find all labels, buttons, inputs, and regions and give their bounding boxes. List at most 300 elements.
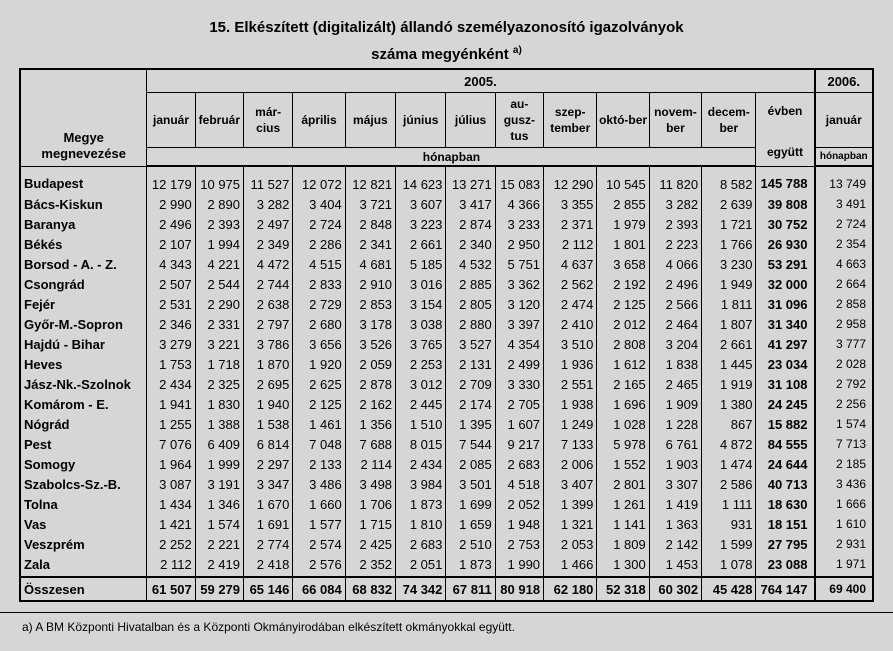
month-value-cell: 2 464 bbox=[649, 314, 701, 334]
month-value-cell: 2 680 bbox=[293, 314, 345, 334]
county-name: Békés bbox=[20, 234, 147, 254]
month-value-cell: 2 393 bbox=[195, 214, 243, 234]
month-value-cell: 3 347 bbox=[244, 474, 293, 494]
month-value-cell: 1 434 bbox=[147, 494, 195, 514]
month-value-cell: 2 774 bbox=[244, 534, 293, 554]
month-value-cell: 1 811 bbox=[702, 294, 756, 314]
month-value-cell: 2 586 bbox=[702, 474, 756, 494]
month-value-cell: 2 990 bbox=[147, 194, 195, 214]
month-value-cell: 2 174 bbox=[446, 394, 495, 414]
month-value-cell: 1 936 bbox=[544, 354, 597, 374]
county-name: Hajdú - Bihar bbox=[20, 334, 147, 354]
jan-2006-cell: 3 491 bbox=[815, 194, 874, 214]
month-value-cell: 8 582 bbox=[702, 166, 756, 194]
month-value-cell: 2 133 bbox=[293, 454, 345, 474]
month-value-cell: 2 410 bbox=[544, 314, 597, 334]
month-value-cell: 1 994 bbox=[195, 234, 243, 254]
table-row bbox=[20, 166, 873, 194]
totals-month-cell: 52 318 bbox=[597, 577, 649, 601]
jan-2006-cell: 3 777 bbox=[815, 334, 874, 354]
month-value-cell: 2 853 bbox=[345, 294, 395, 314]
county-name: Budapest bbox=[20, 166, 147, 194]
month-value-cell: 1 838 bbox=[649, 354, 701, 374]
month-header-7: július bbox=[446, 93, 495, 148]
county-name: Vas bbox=[20, 514, 147, 534]
county-name: Tolna bbox=[20, 494, 147, 514]
month-value-cell: 3 527 bbox=[446, 334, 495, 354]
totals-month-cell: 60 302 bbox=[649, 577, 701, 601]
month-value-cell: 2 125 bbox=[293, 394, 345, 414]
month-value-cell: 3 404 bbox=[293, 194, 345, 214]
month-value-cell: 4 532 bbox=[446, 254, 495, 274]
table-title-line-1: 15. Elkészített (digitalizált) állandó személyazonosító igazolványok bbox=[209, 19, 684, 36]
month-header-12: decem-ber bbox=[702, 93, 756, 148]
month-value-cell: 3 721 bbox=[345, 194, 395, 214]
month-value-cell: 1 574 bbox=[195, 514, 243, 534]
month-value-cell: 15 083 bbox=[495, 166, 543, 194]
year-total-cell: 40 713 bbox=[756, 474, 815, 494]
month-value-cell: 1 461 bbox=[293, 414, 345, 434]
month-value-cell: 2 496 bbox=[147, 214, 195, 234]
month-value-cell: 2 683 bbox=[396, 534, 446, 554]
month-value-cell: 1 948 bbox=[495, 514, 543, 534]
month-value-cell: 2 497 bbox=[244, 214, 293, 234]
year-total-cell: 30 752 bbox=[756, 214, 815, 234]
jan-2006-cell: 7 713 bbox=[815, 434, 874, 454]
year-total-cell: 32 000 bbox=[756, 274, 815, 294]
month-value-cell: 3 362 bbox=[495, 274, 543, 294]
month-value-cell: 12 290 bbox=[544, 166, 597, 194]
month-value-cell: 2 574 bbox=[293, 534, 345, 554]
month-value-cell: 2 797 bbox=[244, 314, 293, 334]
month-header-9: szep-tember bbox=[544, 93, 597, 148]
month-value-cell: 2 142 bbox=[649, 534, 701, 554]
month-value-cell: 1 028 bbox=[597, 414, 649, 434]
header-unit-row bbox=[20, 148, 873, 167]
month-value-cell: 2 352 bbox=[345, 554, 395, 577]
month-value-cell: 2 349 bbox=[244, 234, 293, 254]
year-total-cell: 15 882 bbox=[756, 414, 815, 434]
month-value-cell: 1 873 bbox=[446, 554, 495, 577]
month-value-cell: 1 990 bbox=[495, 554, 543, 577]
month-value-cell: 1 399 bbox=[544, 494, 597, 514]
table-title-text: száma megyénként bbox=[371, 46, 509, 63]
month-value-cell: 1 801 bbox=[597, 234, 649, 254]
table-row bbox=[20, 234, 873, 254]
month-value-cell: 1 920 bbox=[293, 354, 345, 374]
month-value-cell: 1 466 bbox=[544, 554, 597, 577]
month-value-cell: 3 223 bbox=[396, 214, 446, 234]
month-value-cell: 2 434 bbox=[147, 374, 195, 394]
year-2006-header: 2006. bbox=[815, 69, 874, 93]
month-value-cell: 2 855 bbox=[597, 194, 649, 214]
county-name: Veszprém bbox=[20, 534, 147, 554]
county-column-header: Megye megnevezése bbox=[20, 69, 147, 166]
month-value-cell: 10 545 bbox=[597, 166, 649, 194]
month-header-8: au-gusz-tus bbox=[495, 93, 543, 148]
year-total-label: évben bbox=[767, 103, 803, 118]
month-value-cell: 2 052 bbox=[495, 494, 543, 514]
month-value-cell: 14 623 bbox=[396, 166, 446, 194]
month-value-cell: 3 154 bbox=[396, 294, 446, 314]
month-value-cell: 3 786 bbox=[244, 334, 293, 354]
jan-2006-cell: 13 749 bbox=[815, 166, 874, 194]
month-value-cell: 4 681 bbox=[345, 254, 395, 274]
month-value-cell: 2 125 bbox=[597, 294, 649, 314]
table-row bbox=[20, 454, 873, 474]
totals-jan-2006-cell: 69 400 bbox=[815, 577, 874, 601]
month-value-cell: 2 252 bbox=[147, 534, 195, 554]
table-row bbox=[20, 474, 873, 494]
month-value-cell: 5 751 bbox=[495, 254, 543, 274]
month-value-cell: 1 552 bbox=[597, 454, 649, 474]
month-value-cell: 2 544 bbox=[195, 274, 243, 294]
month-value-cell: 7 133 bbox=[544, 434, 597, 454]
month-value-cell: 1 111 bbox=[702, 494, 756, 514]
year-total-cell: 31 340 bbox=[756, 314, 815, 334]
month-value-cell: 4 221 bbox=[195, 254, 243, 274]
month-value-cell: 1 659 bbox=[446, 514, 495, 534]
month-value-cell: 3 526 bbox=[345, 334, 395, 354]
jan-2006-cell: 2 185 bbox=[815, 454, 874, 474]
month-value-cell: 1 474 bbox=[702, 454, 756, 474]
year-total-cell: 18 630 bbox=[756, 494, 815, 514]
year-total-cell: 84 555 bbox=[756, 434, 815, 454]
month-value-cell: 2 051 bbox=[396, 554, 446, 577]
month-value-cell: 1 538 bbox=[244, 414, 293, 434]
table-body bbox=[20, 69, 873, 601]
month-value-cell: 1 607 bbox=[495, 414, 543, 434]
month-value-cell: 2 507 bbox=[147, 274, 195, 294]
month-value-cell: 3 417 bbox=[446, 194, 495, 214]
month-value-cell: 2 874 bbox=[446, 214, 495, 234]
month-value-cell: 2 112 bbox=[544, 234, 597, 254]
month-value-cell: 1 599 bbox=[702, 534, 756, 554]
month-value-cell: 1 141 bbox=[597, 514, 649, 534]
month-value-cell: 1 873 bbox=[396, 494, 446, 514]
month-value-cell: 5 978 bbox=[597, 434, 649, 454]
month-value-cell: 1 706 bbox=[345, 494, 395, 514]
jan-2006-cell: 2 028 bbox=[815, 354, 874, 374]
month-value-cell: 2 695 bbox=[244, 374, 293, 394]
month-value-cell: 1 255 bbox=[147, 414, 195, 434]
month-header-6: június bbox=[396, 93, 446, 148]
month-value-cell: 2 576 bbox=[293, 554, 345, 577]
month-value-cell: 2 531 bbox=[147, 294, 195, 314]
month-value-cell: 12 179 bbox=[147, 166, 195, 194]
month-value-cell: 2 371 bbox=[544, 214, 597, 234]
year-total-sublabel: együtt bbox=[766, 144, 803, 159]
month-value-cell: 2 012 bbox=[597, 314, 649, 334]
month-value-cell: 2 419 bbox=[195, 554, 243, 577]
month-value-cell: 4 472 bbox=[244, 254, 293, 274]
month-value-cell: 2 059 bbox=[345, 354, 395, 374]
year-total-header bbox=[756, 93, 815, 167]
month-value-cell: 2 340 bbox=[446, 234, 495, 254]
month-value-cell: 2 499 bbox=[495, 354, 543, 374]
month-value-cell: 11 820 bbox=[649, 166, 701, 194]
month-value-cell: 2 705 bbox=[495, 394, 543, 414]
month-value-cell: 2 393 bbox=[649, 214, 701, 234]
month-value-cell: 2 223 bbox=[649, 234, 701, 254]
year-total-cell: 23 088 bbox=[756, 554, 815, 577]
year-total-cell: 18 151 bbox=[756, 514, 815, 534]
month-value-cell: 10 975 bbox=[195, 166, 243, 194]
month-value-cell: 13 271 bbox=[446, 166, 495, 194]
month-value-cell: 1 941 bbox=[147, 394, 195, 414]
month-value-cell: 1 346 bbox=[195, 494, 243, 514]
jan-2006-cell: 2 664 bbox=[815, 274, 874, 294]
month-value-cell: 1 300 bbox=[597, 554, 649, 577]
month-header-2: február bbox=[195, 93, 243, 148]
month-value-cell: 7 048 bbox=[293, 434, 345, 454]
county-name: Pest bbox=[20, 434, 147, 454]
jan-2006-cell: 2 931 bbox=[815, 534, 874, 554]
table-row bbox=[20, 554, 873, 577]
jan-2006-cell: 3 436 bbox=[815, 474, 874, 494]
month-value-cell: 1 949 bbox=[702, 274, 756, 294]
month-value-cell: 2 165 bbox=[597, 374, 649, 394]
table-row bbox=[20, 394, 873, 414]
totals-month-cell: 68 832 bbox=[345, 577, 395, 601]
month-value-cell: 1 419 bbox=[649, 494, 701, 514]
month-value-cell: 3 510 bbox=[544, 334, 597, 354]
year-total-cell: 53 291 bbox=[756, 254, 815, 274]
month-value-cell: 2 551 bbox=[544, 374, 597, 394]
county-name: Szabolcs-Sz.-B. bbox=[20, 474, 147, 494]
month-value-cell: 2 661 bbox=[396, 234, 446, 254]
county-name: Fejér bbox=[20, 294, 147, 314]
month-value-cell: 2 744 bbox=[244, 274, 293, 294]
table-row bbox=[20, 194, 873, 214]
month-value-cell: 11 527 bbox=[244, 166, 293, 194]
jan-2006-month-header: január bbox=[815, 93, 874, 148]
month-value-cell: 2 661 bbox=[702, 334, 756, 354]
jan-2006-cell: 2 256 bbox=[815, 394, 874, 414]
county-name: Nógrád bbox=[20, 414, 147, 434]
month-value-cell: 3 191 bbox=[195, 474, 243, 494]
month-value-cell: 2 890 bbox=[195, 194, 243, 214]
month-value-cell: 1 766 bbox=[702, 234, 756, 254]
month-value-cell: 1 388 bbox=[195, 414, 243, 434]
month-value-cell: 3 120 bbox=[495, 294, 543, 314]
month-value-cell: 2 496 bbox=[649, 274, 701, 294]
table-row bbox=[20, 314, 873, 334]
month-value-cell: 1 696 bbox=[597, 394, 649, 414]
county-name: Jász-Nk.-Szolnok bbox=[20, 374, 147, 394]
month-value-cell: 4 515 bbox=[293, 254, 345, 274]
month-value-cell: 2 445 bbox=[396, 394, 446, 414]
table-row bbox=[20, 374, 873, 394]
month-value-cell: 3 330 bbox=[495, 374, 543, 394]
month-value-cell: 6 409 bbox=[195, 434, 243, 454]
jan-2006-cell: 2 724 bbox=[815, 214, 874, 234]
month-value-cell: 2 297 bbox=[244, 454, 293, 474]
month-value-cell: 3 407 bbox=[544, 474, 597, 494]
month-header-5: május bbox=[345, 93, 395, 148]
totals-month-cell: 66 084 bbox=[293, 577, 345, 601]
month-value-cell: 3 038 bbox=[396, 314, 446, 334]
jan-2006-cell: 1 971 bbox=[815, 554, 874, 577]
month-value-cell: 3 221 bbox=[195, 334, 243, 354]
month-value-cell: 2 729 bbox=[293, 294, 345, 314]
month-value-cell: 2 418 bbox=[244, 554, 293, 577]
month-header-11: novem-ber bbox=[649, 93, 701, 148]
jan-2006-cell: 2 858 bbox=[815, 294, 874, 314]
month-value-cell: 3 307 bbox=[649, 474, 701, 494]
month-value-cell: 2 162 bbox=[345, 394, 395, 414]
month-value-cell: 2 885 bbox=[446, 274, 495, 294]
jan-2006-cell: 4 663 bbox=[815, 254, 874, 274]
month-value-cell: 2 434 bbox=[396, 454, 446, 474]
table-row bbox=[20, 494, 873, 514]
month-value-cell: 1 830 bbox=[195, 394, 243, 414]
month-value-cell: 2 253 bbox=[396, 354, 446, 374]
totals-month-cell: 74 342 bbox=[396, 577, 446, 601]
year-total-cell: 41 297 bbox=[756, 334, 815, 354]
month-value-cell: 1 577 bbox=[293, 514, 345, 534]
month-value-cell: 1 445 bbox=[702, 354, 756, 374]
month-value-cell: 3 279 bbox=[147, 334, 195, 354]
month-header-10: októ-ber bbox=[597, 93, 649, 148]
month-value-cell: 3 016 bbox=[396, 274, 446, 294]
month-value-cell: 2 192 bbox=[597, 274, 649, 294]
jan-2006-cell: 1 666 bbox=[815, 494, 874, 514]
month-value-cell: 3 984 bbox=[396, 474, 446, 494]
footnote: a) A BM Központi Hivatalban és a Központi Okmányirodában elkészített okmányokkal együtt. bbox=[22, 620, 515, 634]
table-row bbox=[20, 294, 873, 314]
jan-2006-cell: 1 574 bbox=[815, 414, 874, 434]
month-value-cell: 3 230 bbox=[702, 254, 756, 274]
month-value-cell: 3 087 bbox=[147, 474, 195, 494]
county-name: Bács-Kiskun bbox=[20, 194, 147, 214]
month-value-cell: 7 688 bbox=[345, 434, 395, 454]
month-value-cell: 2 639 bbox=[702, 194, 756, 214]
month-value-cell: 6 814 bbox=[244, 434, 293, 454]
month-value-cell: 3 656 bbox=[293, 334, 345, 354]
month-value-cell: 3 486 bbox=[293, 474, 345, 494]
table-row bbox=[20, 514, 873, 534]
month-value-cell: 1 363 bbox=[649, 514, 701, 534]
month-value-cell: 1 321 bbox=[544, 514, 597, 534]
totals-month-cell: 45 428 bbox=[702, 577, 756, 601]
month-value-cell: 1 078 bbox=[702, 554, 756, 577]
header-year-row bbox=[20, 69, 873, 93]
month-value-cell: 1 940 bbox=[244, 394, 293, 414]
month-value-cell: 4 637 bbox=[544, 254, 597, 274]
month-value-cell: 3 607 bbox=[396, 194, 446, 214]
month-value-cell: 2 562 bbox=[544, 274, 597, 294]
table-row bbox=[20, 254, 873, 274]
month-value-cell: 2 848 bbox=[345, 214, 395, 234]
month-value-cell: 1 395 bbox=[446, 414, 495, 434]
month-value-cell: 5 185 bbox=[396, 254, 446, 274]
county-name: Győr-M.-Sopron bbox=[20, 314, 147, 334]
month-header-4: április bbox=[293, 93, 345, 148]
month-value-cell: 1 718 bbox=[195, 354, 243, 374]
year-total-cell: 27 795 bbox=[756, 534, 815, 554]
month-value-cell: 2 709 bbox=[446, 374, 495, 394]
month-value-cell: 1 356 bbox=[345, 414, 395, 434]
month-value-cell: 867 bbox=[702, 414, 756, 434]
month-value-cell: 4 872 bbox=[702, 434, 756, 454]
table-row bbox=[20, 354, 873, 374]
month-value-cell: 3 501 bbox=[446, 474, 495, 494]
month-value-cell: 2 808 bbox=[597, 334, 649, 354]
month-value-cell: 3 658 bbox=[597, 254, 649, 274]
table-row bbox=[20, 274, 873, 294]
month-value-cell: 1 807 bbox=[702, 314, 756, 334]
footer-divider bbox=[0, 612, 893, 613]
year-total-cell: 31 108 bbox=[756, 374, 815, 394]
month-value-cell: 2 801 bbox=[597, 474, 649, 494]
month-value-cell: 12 821 bbox=[345, 166, 395, 194]
month-value-cell: 3 012 bbox=[396, 374, 446, 394]
jan-2006-cell: 2 354 bbox=[815, 234, 874, 254]
month-value-cell: 2 112 bbox=[147, 554, 195, 577]
month-value-cell: 1 938 bbox=[544, 394, 597, 414]
month-value-cell: 1 999 bbox=[195, 454, 243, 474]
month-value-cell: 3 355 bbox=[544, 194, 597, 214]
county-name: Somogy bbox=[20, 454, 147, 474]
month-value-cell: 1 660 bbox=[293, 494, 345, 514]
month-value-cell: 2 805 bbox=[446, 294, 495, 314]
county-name: Heves bbox=[20, 354, 147, 374]
month-value-cell: 2 880 bbox=[446, 314, 495, 334]
county-name: Csongrád bbox=[20, 274, 147, 294]
month-value-cell: 3 397 bbox=[495, 314, 543, 334]
year-total-cell: 24 644 bbox=[756, 454, 815, 474]
totals-month-cell: 59 279 bbox=[195, 577, 243, 601]
county-name: Borsod - A. - Z. bbox=[20, 254, 147, 274]
month-value-cell: 1 510 bbox=[396, 414, 446, 434]
month-value-cell: 2 833 bbox=[293, 274, 345, 294]
month-value-cell: 3 178 bbox=[345, 314, 395, 334]
month-value-cell: 2 683 bbox=[495, 454, 543, 474]
month-value-cell: 1 453 bbox=[649, 554, 701, 577]
month-value-cell: 1 670 bbox=[244, 494, 293, 514]
month-value-cell: 4 518 bbox=[495, 474, 543, 494]
jan-2006-cell: 2 792 bbox=[815, 374, 874, 394]
month-value-cell: 4 354 bbox=[495, 334, 543, 354]
month-value-cell: 1 721 bbox=[702, 214, 756, 234]
month-value-cell: 2 724 bbox=[293, 214, 345, 234]
month-value-cell: 4 066 bbox=[649, 254, 701, 274]
county-name: Komárom - E. bbox=[20, 394, 147, 414]
month-value-cell: 2 341 bbox=[345, 234, 395, 254]
table-row bbox=[20, 434, 873, 454]
month-value-cell: 2 006 bbox=[544, 454, 597, 474]
month-value-cell: 2 114 bbox=[345, 454, 395, 474]
month-value-cell: 931 bbox=[702, 514, 756, 534]
month-value-cell: 1 699 bbox=[446, 494, 495, 514]
month-value-cell: 1 261 bbox=[597, 494, 649, 514]
year-total-cell: 31 096 bbox=[756, 294, 815, 314]
month-value-cell: 2 346 bbox=[147, 314, 195, 334]
month-value-cell: 3 282 bbox=[244, 194, 293, 214]
month-value-cell: 3 765 bbox=[396, 334, 446, 354]
month-value-cell: 2 286 bbox=[293, 234, 345, 254]
month-value-cell: 2 131 bbox=[446, 354, 495, 374]
month-value-cell: 1 870 bbox=[244, 354, 293, 374]
month-value-cell: 8 015 bbox=[396, 434, 446, 454]
month-value-cell: 1 909 bbox=[649, 394, 701, 414]
month-value-cell: 7 544 bbox=[446, 434, 495, 454]
month-value-cell: 2 910 bbox=[345, 274, 395, 294]
month-value-cell: 12 072 bbox=[293, 166, 345, 194]
month-value-cell: 2 474 bbox=[544, 294, 597, 314]
totals-label: Összesen bbox=[20, 577, 147, 601]
